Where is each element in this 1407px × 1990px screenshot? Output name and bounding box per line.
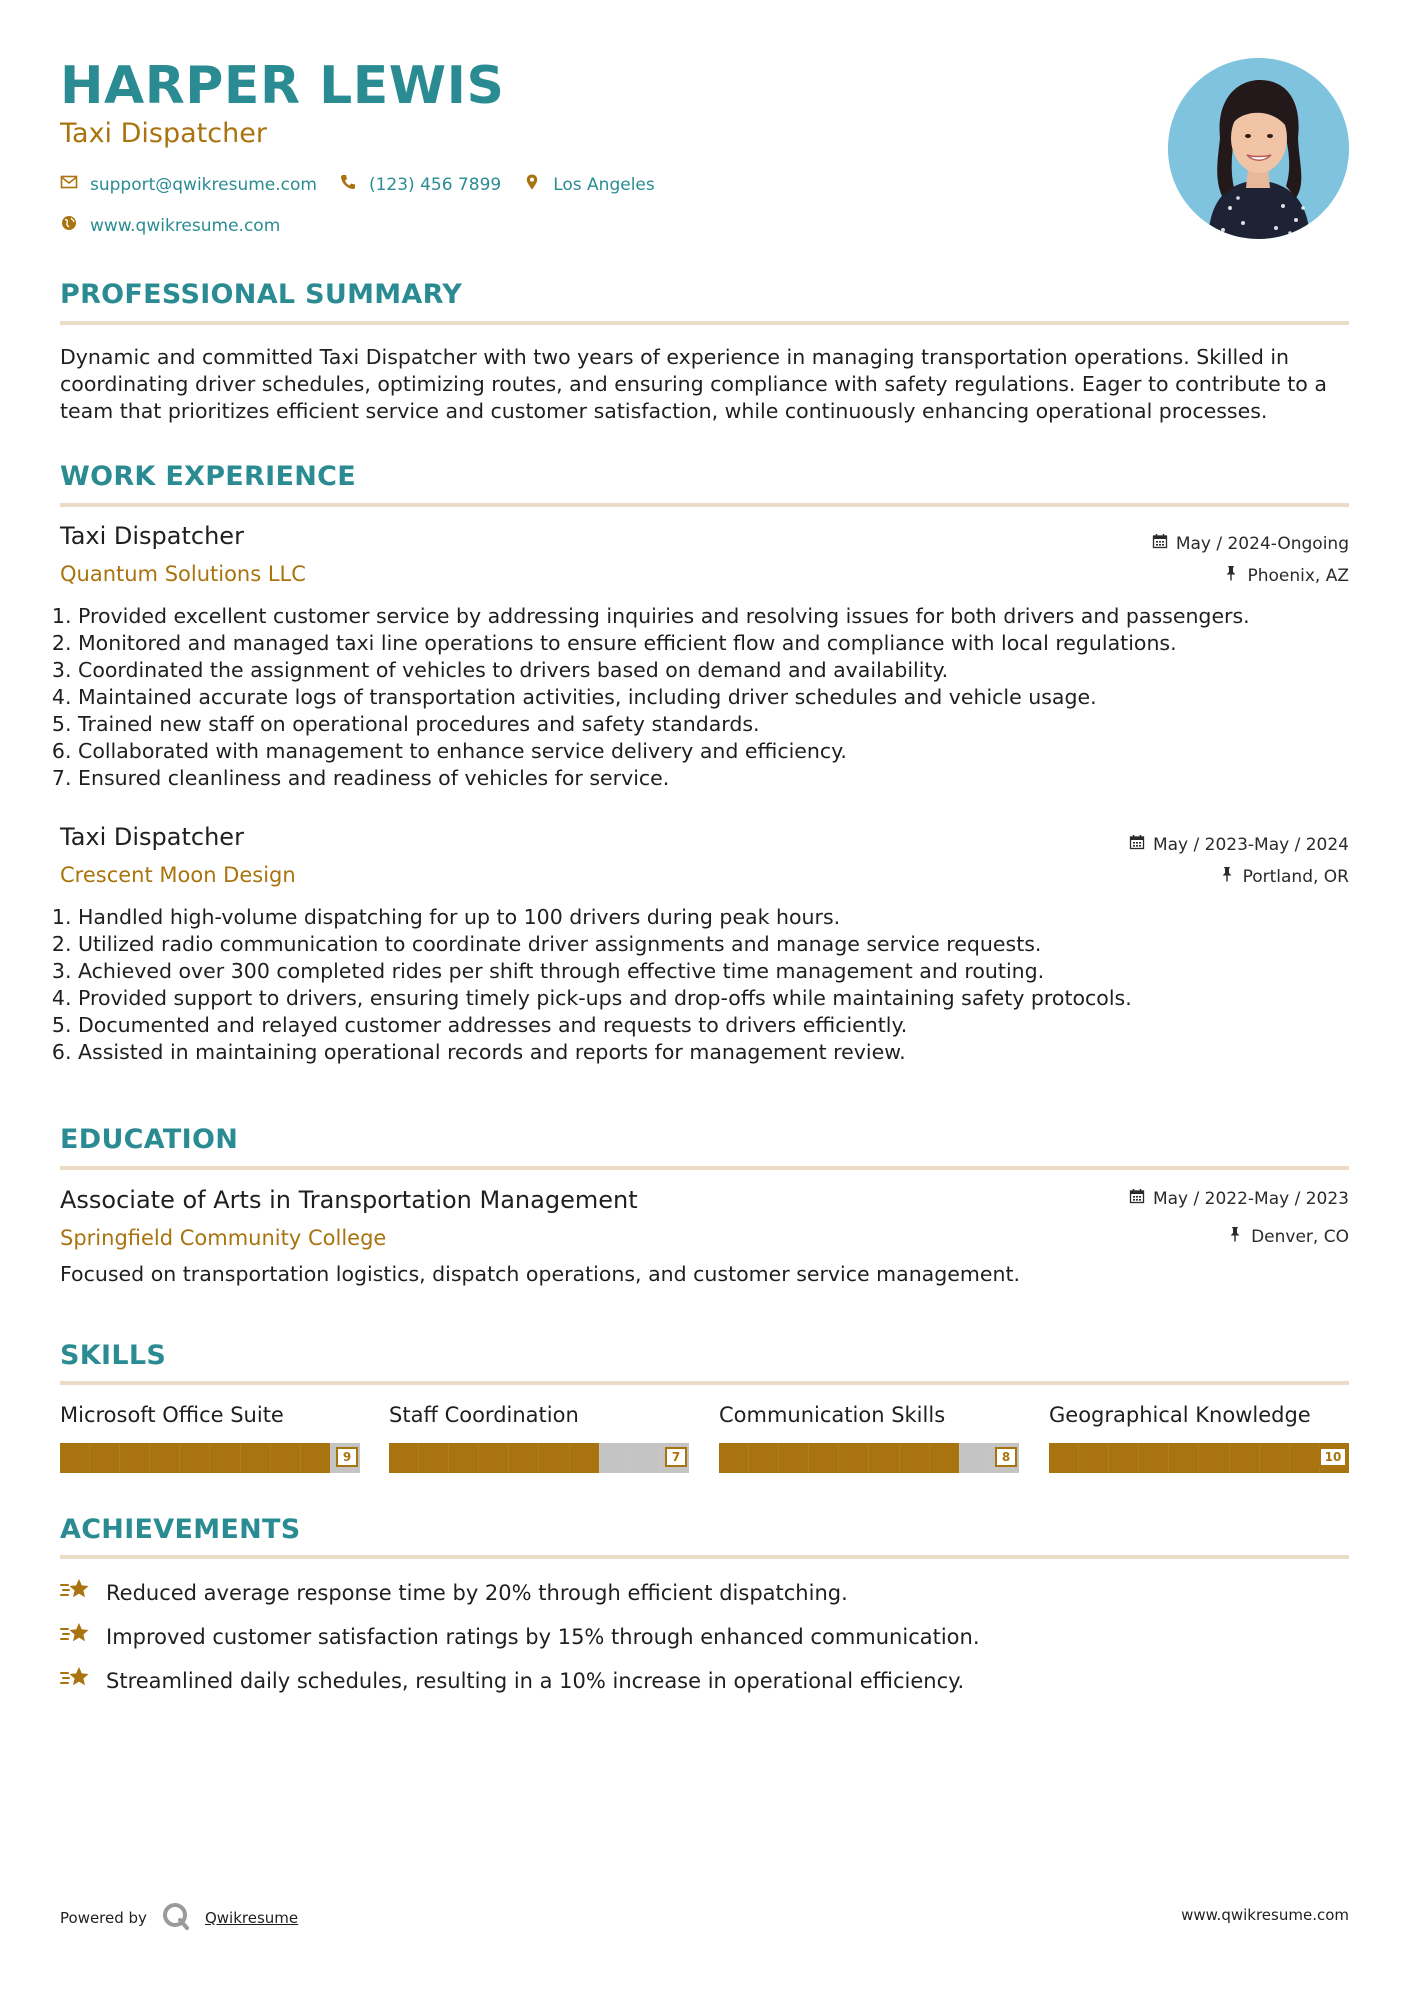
skill-meter <box>60 1443 360 1473</box>
shooting-star-icon <box>60 1577 92 1608</box>
skill-score: 9 <box>336 1447 358 1467</box>
skill-segment <box>1198 1443 1228 1473</box>
section-divider <box>60 1381 1349 1385</box>
job-location-text: Phoenix, AZ <box>1247 565 1349 586</box>
skill-segment <box>1049 1443 1078 1473</box>
education-location <box>1227 1226 1349 1247</box>
skill-segment <box>599 1443 629 1473</box>
achievement-text: Streamlined daily schedules, resulting in a 10% increase in operational efficiency. <box>106 1668 965 1693</box>
globe-icon <box>60 214 78 237</box>
skill-name: Geographical Knowledge <box>1049 1403 1311 1427</box>
phone-number[interactable]: (123) 456 7899 <box>368 174 502 195</box>
education-heading: EDUCATION <box>60 1124 239 1155</box>
skill-segment <box>808 1443 838 1473</box>
skill-segment <box>270 1443 300 1473</box>
pushpin-icon <box>1219 866 1235 887</box>
skill-segment <box>1259 1443 1289 1473</box>
section-divider <box>60 1166 1349 1170</box>
job-dates-text: May / 2024-Ongoing <box>1175 533 1349 554</box>
skill-segment <box>748 1443 778 1473</box>
education-dates-text: May / 2022-May / 2023 <box>1152 1188 1349 1209</box>
job-location <box>1219 866 1349 887</box>
skill-score: 8 <box>995 1447 1017 1467</box>
list-item: 4. Provided support to drivers, ensuring timely pick-ups and drop-offs while maintaining safety protocols. <box>78 985 1368 1012</box>
calendar-icon <box>1152 533 1168 554</box>
job-title: Taxi Dispatcher <box>60 522 244 550</box>
skill-segment <box>149 1443 179 1473</box>
skill-segment <box>538 1443 568 1473</box>
skill-item <box>1049 1403 1349 1473</box>
skill-segment <box>929 1443 959 1473</box>
footer-website[interactable]: www.qwikresume.com <box>1181 1906 1349 1924</box>
skill-segment <box>179 1443 209 1473</box>
skill-meter <box>719 1443 1019 1473</box>
profile-photo <box>1168 58 1349 239</box>
skill-meter <box>389 1443 689 1473</box>
job-company: Quantum Solutions LLC <box>60 562 306 586</box>
skill-segment <box>418 1443 448 1473</box>
job-location <box>1223 565 1349 586</box>
list-item: 6. Collaborated with management to enhance service delivery and efficiency. <box>78 738 1368 765</box>
skill-segment <box>899 1443 929 1473</box>
section-divider <box>60 503 1349 507</box>
skill-segment <box>119 1443 149 1473</box>
skill-segment <box>300 1443 330 1473</box>
skill-segment <box>1078 1443 1108 1473</box>
list-item: 7. Ensured cleanliness and readiness of vehicles for service. <box>78 765 1368 792</box>
location-pin-icon <box>523 173 541 196</box>
skills-heading: SKILLS <box>60 1340 167 1371</box>
location-text: Los Angeles <box>553 174 655 195</box>
skill-segment <box>89 1443 119 1473</box>
skill-meter <box>1049 1443 1349 1473</box>
email-icon <box>60 173 78 196</box>
skill-segment <box>478 1443 508 1473</box>
achievement-item <box>60 1665 964 1696</box>
contact-row <box>60 173 655 196</box>
experience-heading: WORK EXPERIENCE <box>60 461 356 492</box>
job-dates <box>1129 834 1349 855</box>
job-dates-text: May / 2023-May / 2024 <box>1152 834 1349 855</box>
skill-name: Staff Coordination <box>389 1403 579 1427</box>
list-item: 5. Trained new staff on operational procedures and safety standards. <box>78 711 1368 738</box>
skill-segment <box>1289 1443 1319 1473</box>
skill-segment <box>629 1443 659 1473</box>
shooting-star-icon <box>60 1621 92 1652</box>
education-degree: Associate of Arts in Transportation Management <box>60 1186 638 1214</box>
summary-text: Dynamic and committed Taxi Dispatcher with two years of experience in managing transportation operations. Skilled in coordinating driver schedules, optimizing routes, and ensuring compliance with safety regulations. Eager to contribute to a team that prioritizes efficient service and customer satisfaction, while continuously enhancing operational processes. <box>60 345 1327 423</box>
qwikresume-logo-icon <box>161 1901 191 1935</box>
job-company: Crescent Moon Design <box>60 863 296 887</box>
powered-by-label: Powered by <box>60 1909 147 1927</box>
list-item: 4. Maintained accurate logs of transportation activities, including driver schedules and vehicle usage. <box>78 684 1368 711</box>
achievement-item <box>60 1577 848 1608</box>
candidate-name: HARPER LEWIS <box>60 56 505 116</box>
skill-segment <box>868 1443 898 1473</box>
list-item: 3. Achieved over 300 completed rides per shift through effective time management and routing. <box>78 958 1368 985</box>
calendar-icon <box>1129 834 1145 855</box>
email-link[interactable]: support@qwikresume.com <box>90 174 317 195</box>
skill-segment <box>389 1443 418 1473</box>
qwikresume-link[interactable]: Qwikresume <box>204 1909 299 1927</box>
skill-segment <box>1138 1443 1168 1473</box>
skill-segment <box>838 1443 868 1473</box>
achievements-heading: ACHIEVEMENTS <box>60 1514 301 1545</box>
shooting-star-icon <box>60 1665 92 1696</box>
skill-segment <box>448 1443 478 1473</box>
skill-segment <box>778 1443 808 1473</box>
education-location-text: Denver, CO <box>1251 1226 1349 1247</box>
skill-segment <box>1229 1443 1259 1473</box>
skill-item <box>389 1403 689 1473</box>
skill-segment <box>569 1443 599 1473</box>
skill-name: Communication Skills <box>719 1403 946 1427</box>
skill-segment <box>959 1443 989 1473</box>
list-item: 1. Handled high-volume dispatching for up to 100 drivers during peak hours. <box>78 904 1368 931</box>
skill-score: 10 <box>1319 1447 1347 1467</box>
footer-powered-by <box>60 1901 298 1935</box>
education-dates <box>1129 1188 1349 1209</box>
job-title: Taxi Dispatcher <box>60 823 244 851</box>
summary-heading: PROFESSIONAL SUMMARY <box>60 279 463 310</box>
phone-icon <box>339 173 357 196</box>
pushpin-icon <box>1223 565 1239 586</box>
skill-item <box>60 1403 360 1473</box>
pushpin-icon <box>1227 1226 1243 1247</box>
skill-segment <box>209 1443 239 1473</box>
list-item: 2. Monitored and managed taxi line operations to ensure efficient flow and compliance with local regulations. <box>78 630 1368 657</box>
website-link[interactable]: www.qwikresume.com <box>90 215 281 236</box>
job-bullets <box>55 603 1368 792</box>
skill-segment <box>1168 1443 1198 1473</box>
list-item: 2. Utilized radio communication to coordinate driver assignments and manage service requests. <box>78 931 1368 958</box>
education-description: Focused on transportation logistics, dispatch operations, and customer service management. <box>60 1262 1020 1286</box>
list-item: 6. Assisted in maintaining operational records and reports for management review. <box>78 1039 1368 1066</box>
skill-segment <box>508 1443 538 1473</box>
skill-segment <box>60 1443 89 1473</box>
skill-segment <box>240 1443 270 1473</box>
skill-segment <box>1108 1443 1138 1473</box>
achievement-text: Improved customer satisfaction ratings by 15% through enhanced communication. <box>106 1624 980 1649</box>
website-row <box>60 214 280 237</box>
achievement-item <box>60 1621 980 1652</box>
skill-name: Microsoft Office Suite <box>60 1403 284 1427</box>
list-item: 3. Coordinated the assignment of vehicles to drivers based on demand and availability. <box>78 657 1368 684</box>
education-school: Springfield Community College <box>60 1226 387 1250</box>
list-item: 5. Documented and relayed customer addresses and requests to drivers efficiently. <box>78 1012 1368 1039</box>
job-dates <box>1152 533 1349 554</box>
list-item: 1. Provided excellent customer service by addressing inquiries and resolving issues for both drivers and passengers. <box>78 603 1368 630</box>
skill-item <box>719 1403 1019 1473</box>
achievement-text: Reduced average response time by 20% through efficient dispatching. <box>106 1580 848 1605</box>
candidate-role: Taxi Dispatcher <box>60 118 267 149</box>
skill-score: 7 <box>665 1447 687 1467</box>
section-divider <box>60 321 1349 325</box>
section-divider <box>60 1555 1349 1559</box>
skill-segment <box>719 1443 748 1473</box>
job-bullets <box>55 904 1368 1066</box>
job-location-text: Portland, OR <box>1242 866 1349 887</box>
calendar-icon <box>1129 1188 1145 1209</box>
